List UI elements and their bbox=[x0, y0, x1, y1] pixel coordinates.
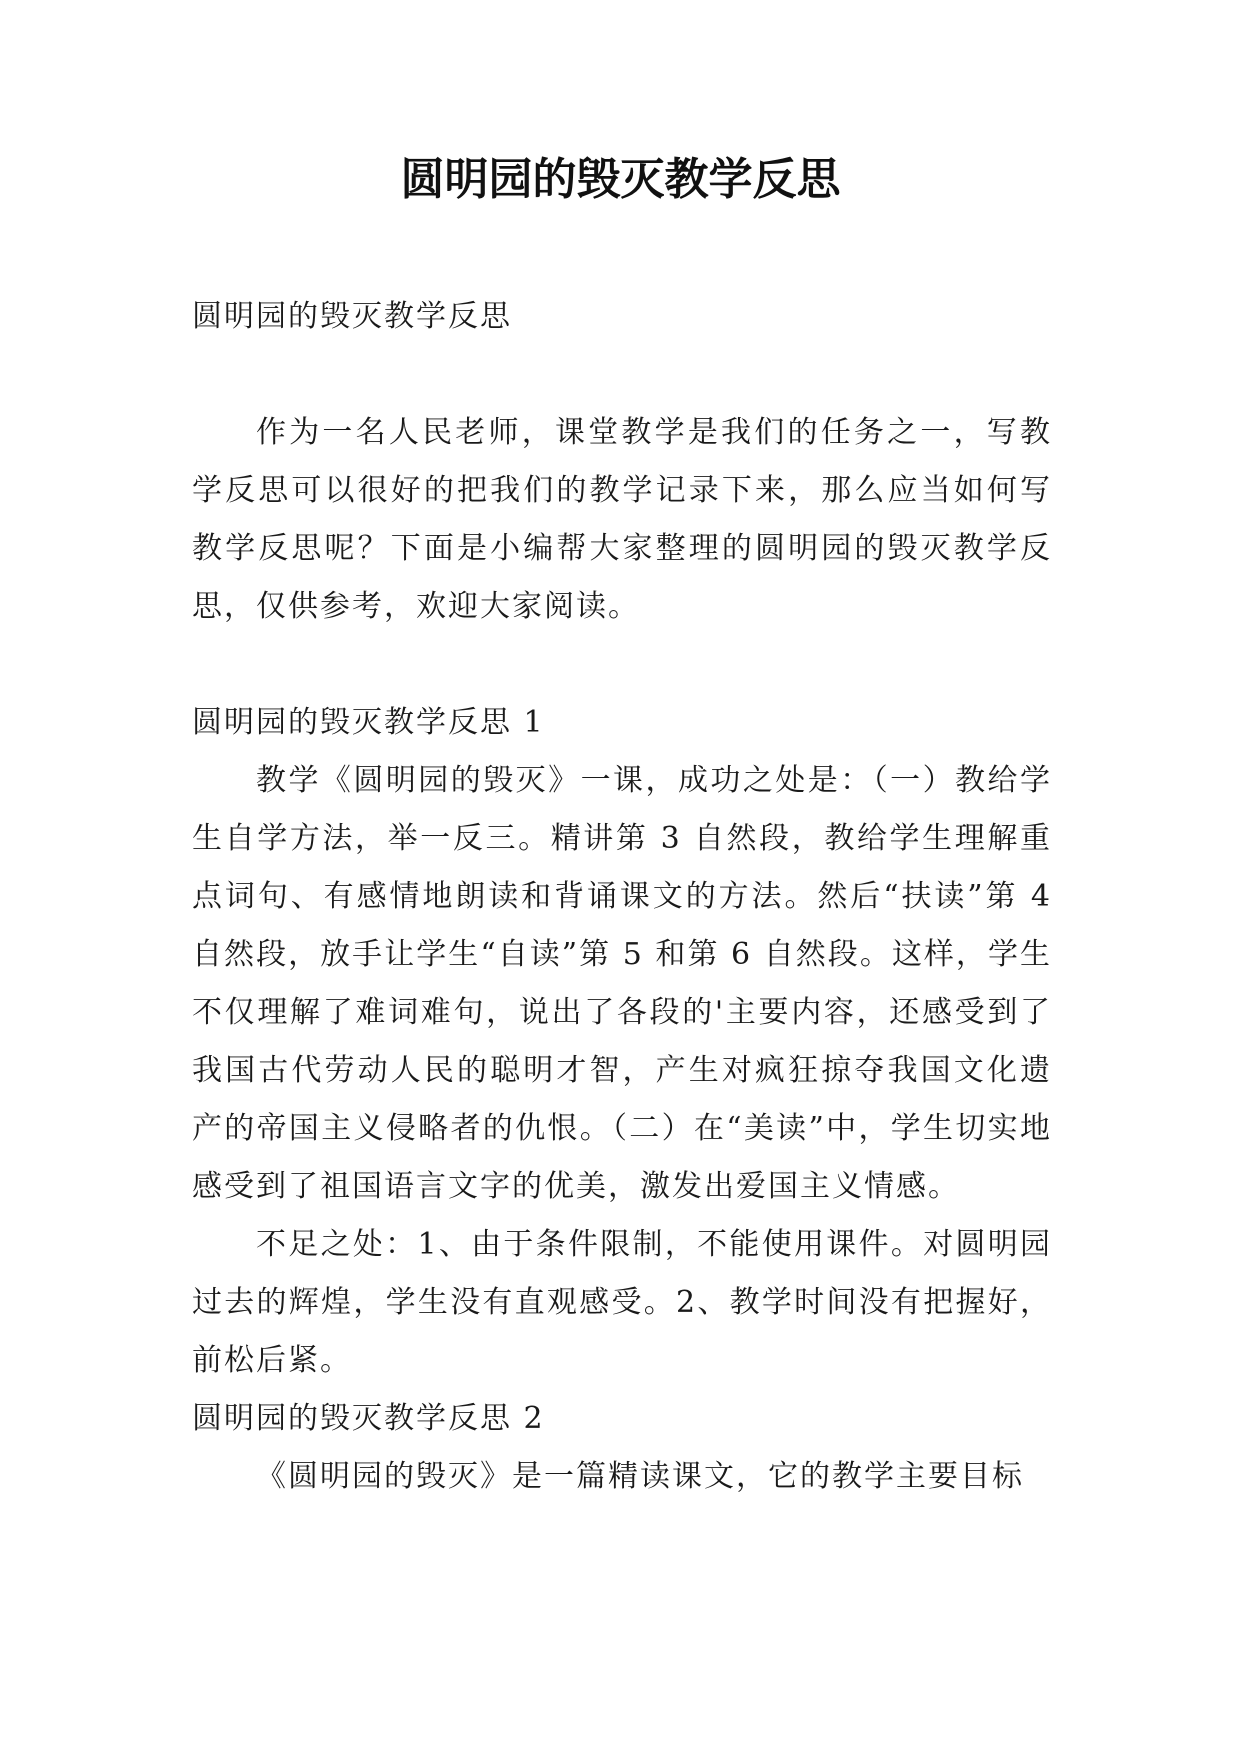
section-heading: 圆明园的毁灭教学反思 2 bbox=[192, 1401, 545, 1436]
document-subtitle: 圆明园的毁灭教学反思 bbox=[192, 299, 512, 334]
body-paragraph: 教学《圆明园的毁灭》一课，成功之处是：（一）教给学生自学方法，举一反三。精讲第 3 自然段，教给学生理解重点词句、有感情地朗读和背诵课文的方法。然后“扶读”第 4 自然段，放手让学生“自读”第 5 和第 6 自然段。这样，学生不仅理解了难词难句，说出了各段的'主要内容，还感受到了我国古代劳动人民的聪明才智，产生对疯狂掠夺我国文化遗产的帝国主义侵略者的仇恨。（二）在“美读”中，学生切实地感受到了祖国语言文字的优美，激发出爱国主义情感。 bbox=[192, 763, 1052, 1204]
section-heading: 圆明园的毁灭教学反思 1 bbox=[192, 705, 545, 740]
document-title: 圆明园的毁灭教学反思 bbox=[400, 154, 841, 205]
document-body bbox=[192, 288, 1052, 1506]
body-paragraph: 《圆明园的毁灭》是一篇精读课文，它的教学主要目标 bbox=[256, 1459, 1024, 1494]
body-paragraph: 不足之处：1、由于条件限制，不能使用课件。对圆明园过去的辉煌，学生没有直观感受。2、教学时间没有把握好，前松后紧。 bbox=[192, 1227, 1052, 1378]
intro-paragraph: 作为一名人民老师，课堂教学是我们的任务之一，写教学反思可以很好的把我们的教学记录下来，那么应当如何写教学反思呢？下面是小编帮大家整理的圆明园的毁灭教学反思，仅供参考，欢迎大家阅读。 bbox=[192, 415, 1052, 624]
